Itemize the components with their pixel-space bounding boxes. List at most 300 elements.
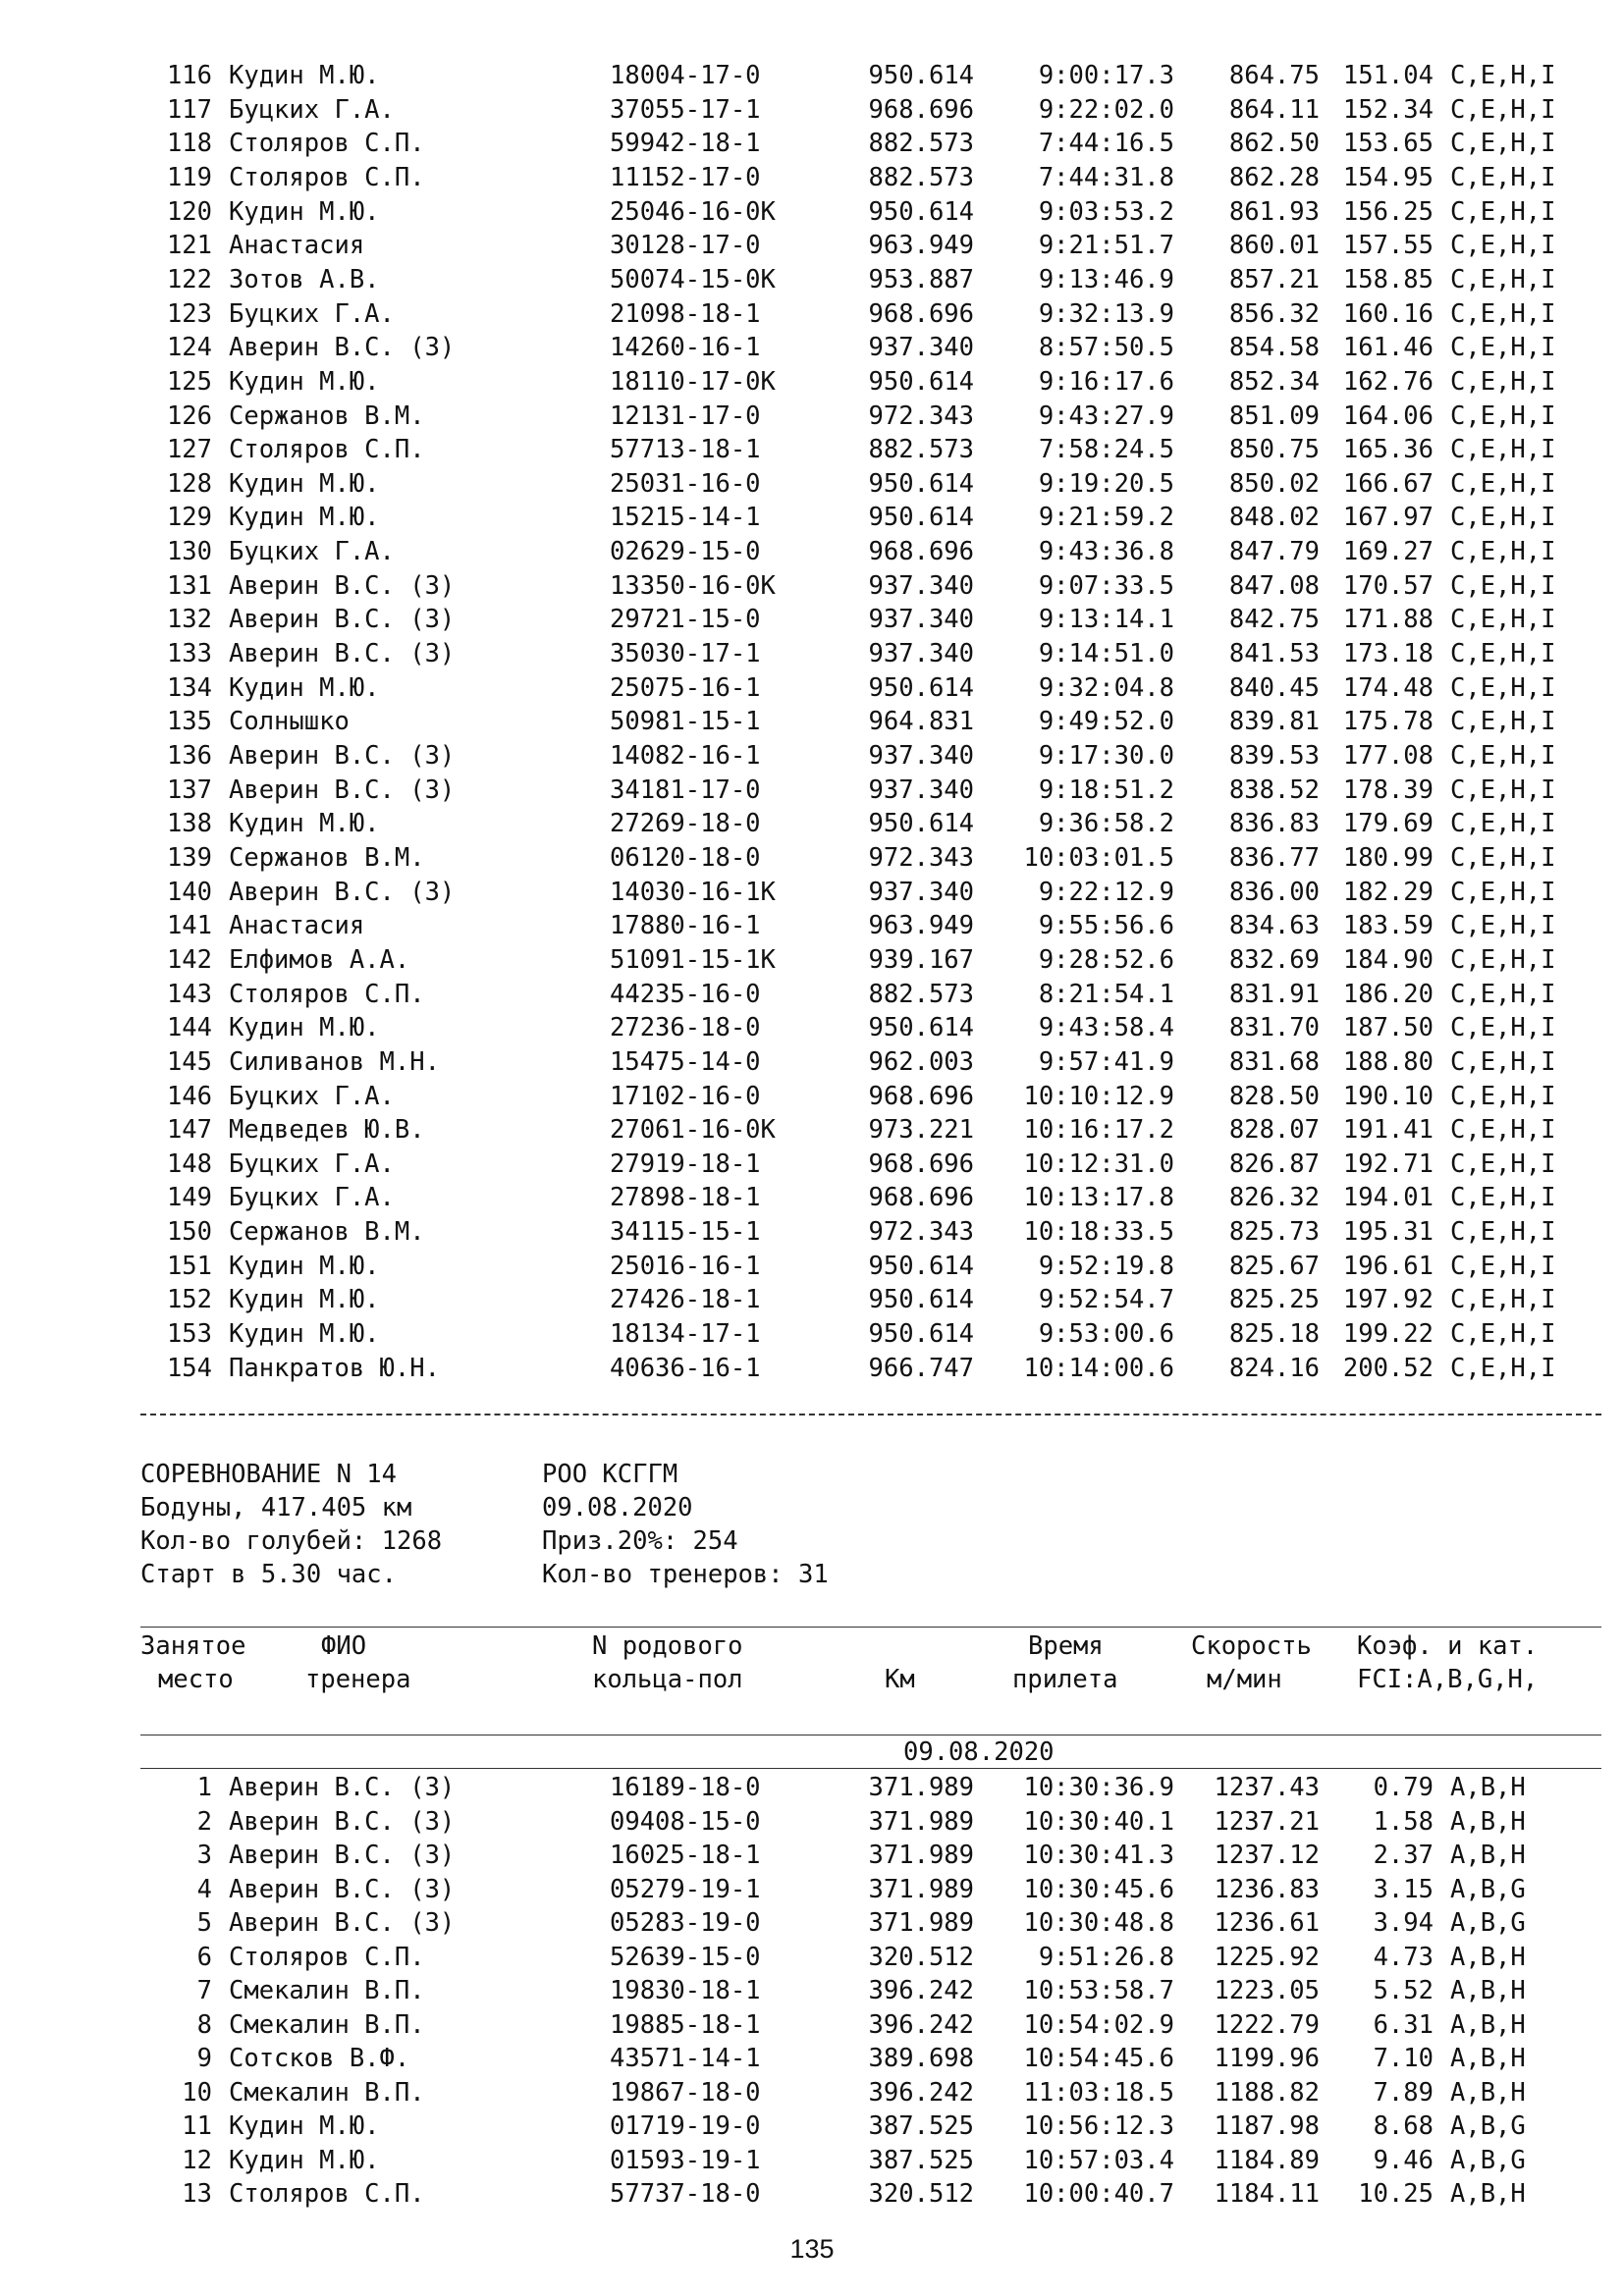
- cell-time: 9:00:17.3: [1038, 61, 1174, 90]
- header-fio-2: тренера: [305, 1665, 411, 1694]
- cell-trainer: Силиванов М.Н.: [229, 1046, 440, 1077]
- cell-coef: 156.25: [1342, 196, 1434, 227]
- cell-place: 6: [196, 1942, 212, 1972]
- cell-place: 137: [166, 774, 212, 805]
- cell-time: 9:07:33.5: [1038, 570, 1174, 601]
- cell-coef: 171.88: [1342, 605, 1434, 635]
- cell-ring: 17880-16-1: [610, 911, 761, 941]
- cell-ring: 27898-18-1: [610, 1183, 761, 1213]
- cell-place: 150: [166, 1217, 212, 1248]
- cell-place: 152: [166, 1285, 212, 1315]
- cell-place: 128: [166, 468, 212, 499]
- cell-km: 939.167: [868, 944, 974, 975]
- cell-km: 950.614: [868, 468, 974, 499]
- cell-trainer: Столяров С.П.: [229, 435, 425, 465]
- cell-speed: 825.73: [1228, 1217, 1320, 1248]
- header-fio-1: ФИО: [321, 1631, 367, 1661]
- cell-cat: A,B,G: [1450, 1874, 1526, 1904]
- cell-cat: A,B,G: [1450, 2145, 1526, 2175]
- cell-coef: 151.04: [1342, 61, 1434, 90]
- cell-ring: 51091-15-1К: [610, 944, 776, 975]
- cell-coef: 154.95: [1342, 162, 1434, 192]
- cell-time: 9:28:52.6: [1038, 944, 1174, 975]
- cell-trainer: Столяров С.П.: [229, 162, 425, 192]
- cell-ring: 27426-18-1: [610, 1285, 761, 1315]
- release-place: Бодуны, 417.405 км: [140, 1493, 412, 1522]
- table-row: [0, 1943, 1624, 1972]
- cell-km: 937.340: [868, 774, 974, 805]
- cell-cat: A,B,H: [1450, 2044, 1526, 2073]
- cell-ring: 16189-18-0: [610, 1773, 761, 1802]
- cell-cat: C,E,H,I: [1450, 570, 1556, 601]
- cell-coef: 0.79: [1373, 1773, 1434, 1802]
- cell-km: 371.989: [868, 1806, 974, 1837]
- cell-coef: 192.71: [1342, 1148, 1434, 1179]
- cell-km: 937.340: [868, 741, 974, 771]
- cell-ring: 14030-16-1К: [610, 877, 776, 907]
- cell-cat: A,B,H: [1450, 1942, 1526, 1972]
- table-row: [0, 1115, 1624, 1145]
- cell-speed: 854.58: [1228, 333, 1320, 363]
- cell-ring: 59942-18-1: [610, 129, 761, 159]
- cell-km: 937.340: [868, 570, 974, 601]
- cell-coef: 194.01: [1342, 1183, 1434, 1213]
- cell-ring: 25016-16-1: [610, 1251, 761, 1281]
- cell-speed: 836.83: [1228, 809, 1320, 839]
- cell-speed: 1188.82: [1214, 2077, 1320, 2108]
- cell-place: 134: [166, 672, 212, 703]
- cell-time: 9:43:27.9: [1038, 400, 1174, 431]
- cell-ring: 30128-17-0: [610, 231, 761, 261]
- cell-km: 950.614: [868, 366, 974, 397]
- cell-coef: 184.90: [1342, 944, 1434, 975]
- cell-time: 9:52:54.7: [1038, 1285, 1174, 1315]
- cell-ring: 18004-17-0: [610, 61, 761, 90]
- cell-time: 10:54:02.9: [1023, 2009, 1174, 2040]
- cell-km: 950.614: [868, 61, 974, 90]
- table-row: [0, 707, 1624, 736]
- cell-place: 122: [166, 264, 212, 294]
- header-place-1: Занятое: [140, 1631, 246, 1661]
- cell-trainer: Кудин М.Ю.: [229, 809, 380, 839]
- cell-km: 966.747: [868, 1353, 974, 1383]
- header-coef-1: Коэф. и кат.: [1357, 1631, 1539, 1661]
- cell-km: 371.989: [868, 1773, 974, 1802]
- cell-cat: C,E,H,I: [1450, 1353, 1556, 1383]
- cell-time: 9:21:59.2: [1038, 503, 1174, 533]
- cell-coef: 188.80: [1342, 1046, 1434, 1077]
- cell-km: 968.696: [868, 1081, 974, 1111]
- cell-time: 9:18:51.2: [1038, 774, 1174, 805]
- cell-speed: 862.28: [1228, 162, 1320, 192]
- cell-time: 10:30:45.6: [1023, 1874, 1174, 1904]
- cell-cat: A,B,H: [1450, 1841, 1526, 1870]
- date-row-rule: [140, 1768, 1601, 1769]
- table-row: [0, 2146, 1624, 2175]
- cell-ring: 57737-18-0: [610, 2179, 761, 2209]
- cell-coef: 9.46: [1373, 2145, 1434, 2175]
- cell-place: 117: [166, 94, 212, 125]
- cell-trainer: Кудин М.Ю.: [229, 1251, 380, 1281]
- cell-speed: 857.21: [1228, 264, 1320, 294]
- cell-ring: 25075-16-1: [610, 672, 761, 703]
- cell-ring: 19830-18-1: [610, 1976, 761, 2005]
- cell-km: 937.340: [868, 877, 974, 907]
- cell-ring: 43571-14-1: [610, 2044, 761, 2073]
- cell-speed: 824.16: [1228, 1353, 1320, 1383]
- prize-count: Приз.20%: 254: [542, 1526, 738, 1556]
- cell-coef: 157.55: [1342, 231, 1434, 261]
- page-number: 135: [789, 2234, 835, 2264]
- cell-trainer: Буцких Г.А.: [229, 537, 395, 567]
- cell-cat: C,E,H,I: [1450, 774, 1556, 805]
- cell-coef: 182.29: [1342, 877, 1434, 907]
- cell-cat: C,E,H,I: [1450, 231, 1556, 261]
- cell-ring: 14082-16-1: [610, 741, 761, 771]
- cell-place: 142: [166, 944, 212, 975]
- cell-cat: C,E,H,I: [1450, 537, 1556, 567]
- cell-km: 950.614: [868, 503, 974, 533]
- cell-place: 116: [166, 61, 212, 90]
- cell-coef: 197.92: [1342, 1285, 1434, 1315]
- cell-speed: 831.68: [1228, 1046, 1320, 1077]
- table-row: [0, 1908, 1624, 1938]
- cell-coef: 173.18: [1342, 639, 1434, 669]
- cell-trainer: Кудин М.Ю.: [229, 2145, 380, 2175]
- cell-ring: 19885-18-1: [610, 2009, 761, 2040]
- cell-speed: 831.70: [1228, 1013, 1320, 1043]
- cell-trainer: Буцких Г.А.: [229, 94, 395, 125]
- cell-time: 9:32:04.8: [1038, 672, 1174, 703]
- cell-time: 9:43:36.8: [1038, 537, 1174, 567]
- cell-cat: C,E,H,I: [1450, 94, 1556, 125]
- cell-coef: 164.06: [1342, 400, 1434, 431]
- cell-km: 973.221: [868, 1115, 974, 1146]
- cell-place: 123: [166, 298, 212, 329]
- cell-ring: 05283-19-0: [610, 1908, 761, 1938]
- cell-time: 9:32:13.9: [1038, 298, 1174, 329]
- header-speed-2: м/мин: [1207, 1665, 1282, 1694]
- cell-trainer: Сотсков В.Ф.: [229, 2044, 410, 2073]
- cell-ring: 27061-16-0К: [610, 1115, 776, 1146]
- cell-ring: 40636-16-1: [610, 1353, 761, 1383]
- table-row: [0, 1047, 1624, 1077]
- cell-cat: C,E,H,I: [1450, 1081, 1556, 1111]
- cell-place: 143: [166, 979, 212, 1009]
- cell-time: 9:14:51.0: [1038, 639, 1174, 669]
- table-row: [0, 1183, 1624, 1212]
- cell-coef: 10.25: [1358, 2179, 1434, 2209]
- organization: РОО КСГГМ: [542, 1460, 678, 1489]
- header-speed-1: Скорость: [1191, 1631, 1312, 1661]
- cell-trainer: Кудин М.Ю.: [229, 468, 380, 499]
- cell-place: 13: [182, 2179, 212, 2209]
- cell-km: 387.525: [868, 2145, 974, 2175]
- cell-cat: C,E,H,I: [1450, 196, 1556, 227]
- cell-coef: 166.67: [1342, 468, 1434, 499]
- cell-cat: C,E,H,I: [1450, 468, 1556, 499]
- cell-place: 124: [166, 333, 212, 363]
- cell-speed: 841.53: [1228, 639, 1320, 669]
- cell-cat: C,E,H,I: [1450, 639, 1556, 669]
- table-row: [0, 1217, 1624, 1247]
- cell-speed: 840.45: [1228, 672, 1320, 703]
- cell-cat: A,B,H: [1450, 2077, 1526, 2108]
- cell-coef: 6.31: [1373, 2009, 1434, 2040]
- cell-speed: 1184.11: [1214, 2179, 1320, 2209]
- cell-trainer: Сержанов В.М.: [229, 400, 425, 431]
- cell-cat: A,B,G: [1450, 2111, 1526, 2141]
- table-row: [0, 537, 1624, 566]
- cell-cat: A,B,H: [1450, 1773, 1526, 1802]
- cell-km: 937.340: [868, 639, 974, 669]
- cell-trainer: Буцких Г.А.: [229, 1148, 395, 1179]
- cell-trainer: Сержанов В.М.: [229, 842, 425, 873]
- cell-place: 129: [166, 503, 212, 533]
- cell-cat: C,E,H,I: [1450, 162, 1556, 192]
- cell-coef: 169.27: [1342, 537, 1434, 567]
- header-km: Км: [885, 1665, 915, 1694]
- cell-coef: 179.69: [1342, 809, 1434, 839]
- table-row: [0, 2078, 1624, 2108]
- cell-ring: 13350-16-0К: [610, 570, 776, 601]
- cell-time: 7:44:16.5: [1038, 129, 1174, 159]
- cell-cat: C,E,H,I: [1450, 1148, 1556, 1179]
- cell-cat: C,E,H,I: [1450, 298, 1556, 329]
- cell-coef: 162.76: [1342, 366, 1434, 397]
- table-row: [0, 945, 1624, 975]
- cell-speed: 1237.21: [1214, 1806, 1320, 1837]
- cell-ring: 44235-16-0: [610, 979, 761, 1009]
- cell-time: 10:57:03.4: [1023, 2145, 1174, 2175]
- cell-speed: 832.69: [1228, 944, 1320, 975]
- cell-time: 10:12:31.0: [1023, 1148, 1174, 1179]
- cell-time: 8:57:50.5: [1038, 333, 1174, 363]
- cell-time: 9:57:41.9: [1038, 1046, 1174, 1077]
- cell-speed: 1236.61: [1214, 1908, 1320, 1938]
- table-row: [0, 1285, 1624, 1314]
- cell-cat: C,E,H,I: [1450, 1046, 1556, 1077]
- cell-km: 950.614: [868, 196, 974, 227]
- table-row: [0, 197, 1624, 227]
- cell-trainer: Аверин В.С. (З): [229, 605, 456, 635]
- cell-km: 950.614: [868, 672, 974, 703]
- cell-time: 10:10:12.9: [1023, 1081, 1174, 1111]
- cell-km: 937.340: [868, 605, 974, 635]
- cell-time: 10:30:36.9: [1023, 1773, 1174, 1802]
- cell-ring: 25031-16-0: [610, 468, 761, 499]
- cell-coef: 2.37: [1373, 1841, 1434, 1870]
- cell-speed: 860.01: [1228, 231, 1320, 261]
- cell-trainer: Аверин В.С. (З): [229, 1841, 456, 1870]
- cell-km: 320.512: [868, 2179, 974, 2209]
- trainer-count: Кол-во тренеров: 31: [542, 1560, 829, 1589]
- table-row: [0, 1149, 1624, 1179]
- cell-km: 320.512: [868, 1942, 974, 1972]
- cell-cat: C,E,H,I: [1450, 1217, 1556, 1248]
- cell-cat: C,E,H,I: [1450, 944, 1556, 975]
- table-row: [0, 843, 1624, 873]
- cell-cat: C,E,H,I: [1450, 707, 1556, 737]
- cell-speed: 839.53: [1228, 741, 1320, 771]
- cell-speed: 851.09: [1228, 400, 1320, 431]
- cell-trainer: Елфимов А.А.: [229, 944, 410, 975]
- cell-km: 963.949: [868, 911, 974, 941]
- cell-coef: 180.99: [1342, 842, 1434, 873]
- table-row: [0, 1354, 1624, 1383]
- cell-km: 964.831: [868, 707, 974, 737]
- cell-ring: 09408-15-0: [610, 1806, 761, 1837]
- cell-speed: 850.02: [1228, 468, 1320, 499]
- cell-place: 149: [166, 1183, 212, 1213]
- cell-trainer: Кудин М.Ю.: [229, 672, 380, 703]
- cell-trainer: Панкратов Ю.Н.: [229, 1353, 440, 1383]
- cell-time: 9:43:58.4: [1038, 1013, 1174, 1043]
- cell-speed: 1222.79: [1214, 2009, 1320, 2040]
- cell-km: 950.614: [868, 1013, 974, 1043]
- cell-ring: 06120-18-0: [610, 842, 761, 873]
- cell-trainer: Солнышко: [229, 707, 350, 737]
- table-row: [0, 980, 1624, 1009]
- table-row: [0, 1807, 1624, 1837]
- cell-ring: 21098-18-1: [610, 298, 761, 329]
- table-row: [0, 469, 1624, 499]
- cell-place: 144: [166, 1013, 212, 1043]
- cell-speed: 1223.05: [1214, 1976, 1320, 2005]
- cell-ring: 17102-16-0: [610, 1081, 761, 1111]
- cell-time: 8:21:54.1: [1038, 979, 1174, 1009]
- cell-time: 9:16:17.6: [1038, 366, 1174, 397]
- cell-time: 10:30:48.8: [1023, 1908, 1174, 1938]
- table-row: [0, 95, 1624, 125]
- cell-km: 371.989: [868, 1874, 974, 1904]
- cell-km: 950.614: [868, 1319, 974, 1350]
- table-row: [0, 265, 1624, 294]
- table-row: [0, 367, 1624, 397]
- cell-cat: C,E,H,I: [1450, 61, 1556, 90]
- cell-cat: C,E,H,I: [1450, 1013, 1556, 1043]
- cell-ring: 15215-14-1: [610, 503, 761, 533]
- table-row: [0, 878, 1624, 907]
- cell-coef: 158.85: [1342, 264, 1434, 294]
- cell-trainer: Аверин В.С. (З): [229, 741, 456, 771]
- cell-trainer: Смекалин В.П.: [229, 2077, 425, 2108]
- cell-ring: 01593-19-1: [610, 2145, 761, 2175]
- cell-coef: 3.15: [1373, 1874, 1434, 1904]
- cell-time: 9:53:00.6: [1038, 1319, 1174, 1350]
- cell-speed: 1237.12: [1214, 1841, 1320, 1870]
- cell-cat: C,E,H,I: [1450, 842, 1556, 873]
- cell-km: 968.696: [868, 94, 974, 125]
- cell-cat: C,E,H,I: [1450, 809, 1556, 839]
- cell-trainer: Столяров С.П.: [229, 129, 425, 159]
- cell-speed: 1187.98: [1214, 2111, 1320, 2141]
- cell-time: 9:13:14.1: [1038, 605, 1174, 635]
- cell-trainer: Кудин М.Ю.: [229, 503, 380, 533]
- cell-speed: 825.18: [1228, 1319, 1320, 1350]
- cell-ring: 01719-19-0: [610, 2111, 761, 2141]
- cell-coef: 5.52: [1373, 1976, 1434, 2005]
- cell-speed: 828.50: [1228, 1081, 1320, 1111]
- cell-km: 371.989: [868, 1908, 974, 1938]
- cell-coef: 170.57: [1342, 570, 1434, 601]
- cell-km: 962.003: [868, 1046, 974, 1077]
- cell-trainer: Кудин М.Ю.: [229, 2111, 380, 2141]
- cell-speed: 861.93: [1228, 196, 1320, 227]
- cell-coef: 174.48: [1342, 672, 1434, 703]
- cell-place: 8: [196, 2009, 212, 2040]
- cell-ring: 50981-15-1: [610, 707, 761, 737]
- cell-speed: 1237.43: [1214, 1773, 1320, 1802]
- cell-km: 968.696: [868, 1148, 974, 1179]
- cell-cat: C,E,H,I: [1450, 1115, 1556, 1146]
- cell-ring: 29721-15-0: [610, 605, 761, 635]
- cell-time: 10:13:17.8: [1023, 1183, 1174, 1213]
- cell-time: 7:44:31.8: [1038, 162, 1174, 192]
- cell-ring: 11152-17-0: [610, 162, 761, 192]
- table-row: [0, 571, 1624, 601]
- cell-time: 9:03:53.2: [1038, 196, 1174, 227]
- cell-coef: 153.65: [1342, 129, 1434, 159]
- cell-trainer: Буцких Г.А.: [229, 1183, 395, 1213]
- cell-coef: 191.41: [1342, 1115, 1434, 1146]
- cell-trainer: Анастасия: [229, 911, 365, 941]
- cell-cat: C,E,H,I: [1450, 741, 1556, 771]
- cell-place: 1: [196, 1773, 212, 1802]
- cell-ring: 35030-17-1: [610, 639, 761, 669]
- table-row: [0, 1841, 1624, 1870]
- cell-place: 146: [166, 1081, 212, 1111]
- header-coef-2: FCI:A,B,G,H,: [1357, 1665, 1539, 1694]
- cell-coef: 186.20: [1342, 979, 1434, 1009]
- cell-time: 10:53:58.7: [1023, 1976, 1174, 2005]
- cell-cat: C,E,H,I: [1450, 366, 1556, 397]
- cell-coef: 161.46: [1342, 333, 1434, 363]
- cell-km: 972.343: [868, 400, 974, 431]
- cell-trainer: Столяров С.П.: [229, 979, 425, 1009]
- cell-km: 387.525: [868, 2111, 974, 2141]
- cell-trainer: Смекалин В.П.: [229, 2009, 425, 2040]
- header-ring-2: кольца-пол: [592, 1665, 743, 1694]
- cell-place: 125: [166, 366, 212, 397]
- cell-coef: 190.10: [1342, 1081, 1434, 1111]
- cell-coef: 8.68: [1373, 2111, 1434, 2141]
- cell-km: 882.573: [868, 979, 974, 1009]
- cell-trainer: Аверин В.С. (З): [229, 333, 456, 363]
- cell-speed: 850.75: [1228, 435, 1320, 465]
- cell-speed: 842.75: [1228, 605, 1320, 635]
- cell-coef: 7.10: [1373, 2044, 1434, 2073]
- table-row: [0, 2010, 1624, 2040]
- cell-km: 963.949: [868, 231, 974, 261]
- cell-place: 118: [166, 129, 212, 159]
- cell-place: 145: [166, 1046, 212, 1077]
- cell-place: 136: [166, 741, 212, 771]
- cell-place: 3: [196, 1841, 212, 1870]
- cell-trainer: Зотов А.В.: [229, 264, 380, 294]
- table-top-rule: [140, 1627, 1601, 1628]
- cell-time: 9:19:20.5: [1038, 468, 1174, 499]
- cell-place: 148: [166, 1148, 212, 1179]
- cell-coef: 1.58: [1373, 1806, 1434, 1837]
- cell-time: 10:56:12.3: [1023, 2111, 1174, 2141]
- cell-coef: 199.22: [1342, 1319, 1434, 1350]
- cell-place: 133: [166, 639, 212, 669]
- cell-cat: C,E,H,I: [1450, 503, 1556, 533]
- cell-coef: 167.97: [1342, 503, 1434, 533]
- cell-cat: C,E,H,I: [1450, 333, 1556, 363]
- cell-trainer: Кудин М.Ю.: [229, 366, 380, 397]
